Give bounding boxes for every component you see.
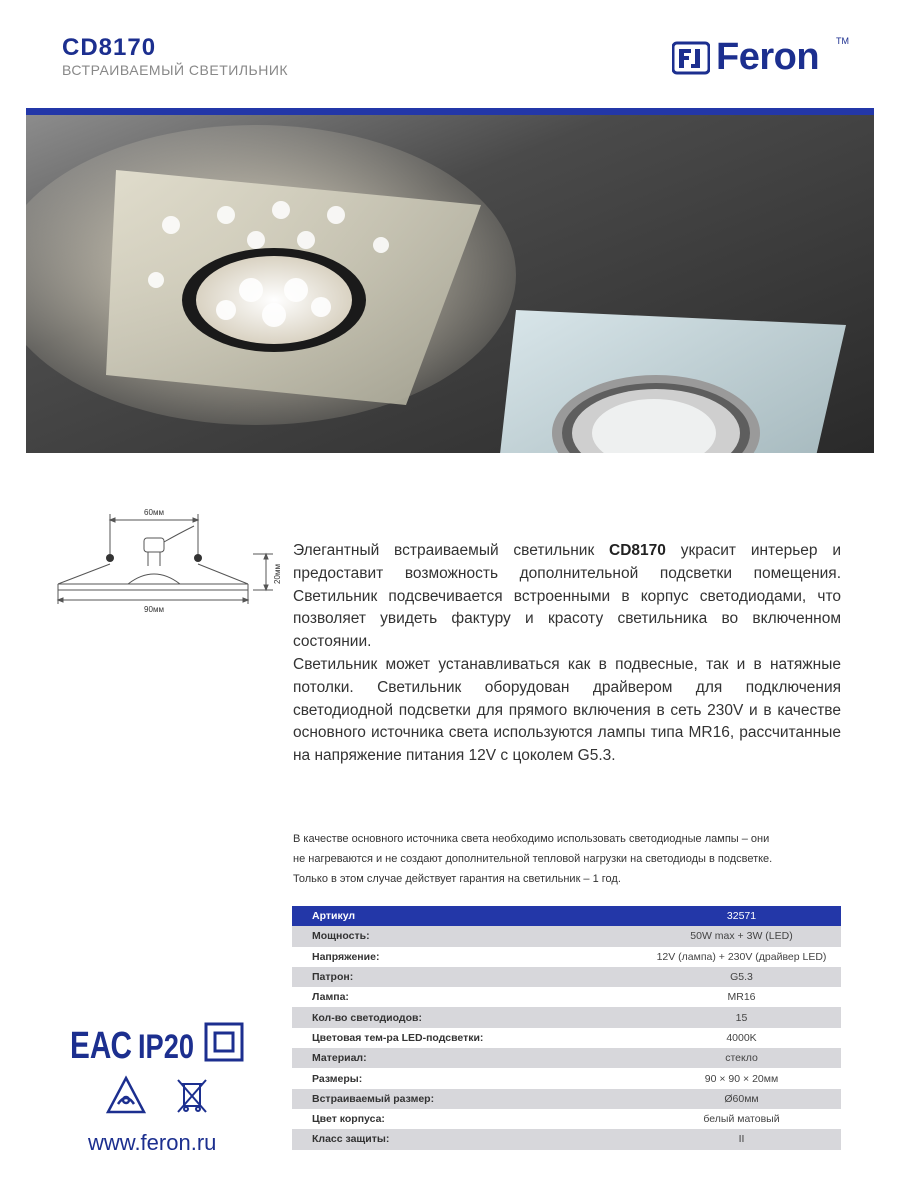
eac-mark: ЕАС bbox=[70, 1025, 132, 1066]
spec-value: 32571 bbox=[512, 906, 841, 926]
weee-bin-icon bbox=[178, 1080, 206, 1112]
specs-row bbox=[292, 967, 841, 987]
spec-value: MR16 bbox=[512, 987, 841, 1007]
warranty-note bbox=[293, 829, 853, 889]
specs-row bbox=[292, 1129, 841, 1149]
spec-value: G5.3 bbox=[512, 967, 841, 987]
spec-key: Цвет корпуса: bbox=[292, 1109, 512, 1129]
spec-key: Класс защиты: bbox=[292, 1129, 512, 1149]
diagram-height-label: 20мм bbox=[273, 564, 282, 584]
spec-value: белый матовый bbox=[512, 1109, 841, 1129]
spec-value: 90 × 90 × 20мм bbox=[512, 1068, 841, 1088]
ip-rating: IP20 bbox=[138, 1028, 194, 1066]
note-line: В качестве основного источника света необходимо использовать светодиодные лампы – они bbox=[293, 833, 770, 845]
spec-value: Ø60мм bbox=[512, 1089, 841, 1109]
spec-value: стекло bbox=[512, 1048, 841, 1068]
product-photo bbox=[26, 115, 874, 453]
website-link[interactable]: www.feron.ru bbox=[88, 1130, 217, 1155]
feron-logo-mark-icon bbox=[672, 40, 710, 76]
diagram-width-label: 60мм bbox=[144, 508, 164, 517]
specs-row bbox=[292, 1068, 841, 1088]
product-description bbox=[293, 540, 841, 768]
hazard-triangle-icon bbox=[108, 1078, 144, 1112]
description-text: Элегантный встраиваемый светильник bbox=[293, 542, 610, 559]
note-line: не нагреваются и не создают дополнительной тепловой нагрузки на светодиоды в подсветке. bbox=[293, 853, 773, 865]
spec-key: Размеры: bbox=[292, 1068, 512, 1088]
product-title: CD8170 bbox=[62, 34, 157, 61]
spec-key: Лампа: bbox=[292, 987, 512, 1007]
note-line: Только в этом случае действует гарантия на светильник – 1 год. bbox=[293, 873, 621, 885]
safety-icons bbox=[104, 1074, 224, 1118]
feron-logo bbox=[672, 36, 852, 80]
header-divider bbox=[26, 108, 874, 115]
diagram-base-label: 90мм bbox=[144, 605, 164, 614]
description-paragraph-1 bbox=[293, 540, 841, 654]
spec-key: Артикул bbox=[292, 906, 512, 926]
specs-row bbox=[292, 947, 841, 967]
spec-key: Встраиваемый размер: bbox=[292, 1089, 512, 1109]
spec-value: 50W max + 3W (LED) bbox=[512, 926, 841, 946]
specs-row bbox=[292, 987, 841, 1007]
spec-key: Материал: bbox=[292, 1048, 512, 1068]
description-paragraph-2: Светильник может устанавливаться как в подвесные, так и в натяжные потолки. Светильник оборудован драйвером для подключения светодиодной подсветки для прямого включения в сеть 230V и в качестве основного источника света используются лампы типа MR16, рассчитанные на напряжение питания 12V с цоколем G5.3. bbox=[293, 655, 841, 765]
specs-row bbox=[292, 926, 841, 946]
spec-value: II bbox=[512, 1129, 841, 1149]
spec-value: 15 bbox=[512, 1007, 841, 1027]
double-insulation-icon bbox=[206, 1024, 242, 1060]
product-subtitle: ВСТРАИВАЕМЫЙ СВЕТИЛЬНИК bbox=[62, 62, 289, 78]
spec-key: Мощность: bbox=[292, 926, 512, 946]
spec-value: 4000K bbox=[512, 1028, 841, 1048]
spec-key: Патрон: bbox=[292, 967, 512, 987]
specs-row bbox=[292, 1007, 841, 1027]
specs-row bbox=[292, 1048, 841, 1068]
specs-header-row bbox=[292, 906, 841, 926]
specs-row bbox=[292, 1109, 841, 1129]
description-model: CD8170 bbox=[609, 542, 666, 559]
spec-value: 12V (лампа) + 230V (драйвер LED) bbox=[512, 947, 841, 967]
spec-key: Кол-во светодиодов: bbox=[292, 1007, 512, 1027]
description-text: украсит интерьер и предоставит возможность дополнительной подсветки помещения. Светильник подсвечивается встроенными в корпус светодиодами, что позволяет увидеть фактуру и красоту светильника во включенном состоянии. bbox=[293, 542, 841, 651]
spec-key: Напряжение: bbox=[292, 947, 512, 967]
specs-row bbox=[292, 1089, 841, 1109]
specs-row bbox=[292, 1028, 841, 1048]
certification-marks bbox=[70, 1020, 250, 1066]
spec-key: Цветовая тем-ра LED-подсветки: bbox=[292, 1028, 512, 1048]
specs-table bbox=[292, 906, 841, 1150]
dimension-diagram bbox=[48, 504, 288, 624]
brand-name: Feron bbox=[716, 36, 820, 78]
trademark-sign: TM bbox=[836, 36, 849, 46]
